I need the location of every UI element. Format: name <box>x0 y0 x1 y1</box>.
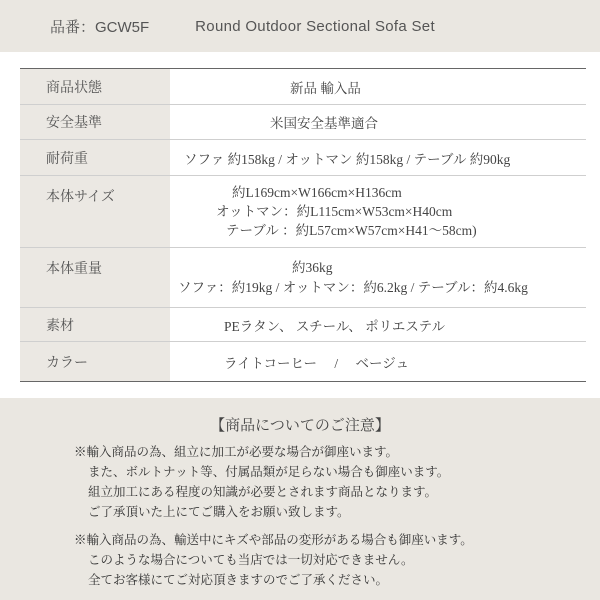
spec-value: 米国安全基準適合 <box>170 105 586 140</box>
note-line: また、ボルトナット等、付属品類が足らない場合も御座います。 <box>88 465 450 479</box>
note-line: ご了承頂いた上にてご購入をお願い致します。 <box>88 505 350 519</box>
spec-label: カラー <box>20 342 170 382</box>
spec-row-size <box>20 176 586 248</box>
spec-value: 約L169cm×W166cm×H136cm オットマン：約L115cm×W53cm×H40cm テーブル ：約L57cm×W57cm×H41～58cm) <box>170 176 586 248</box>
notes-paragraph-2 <box>74 530 473 590</box>
spec-value: ソファ 約158kg / オットマン 約158kg / テーブル 約90kg <box>170 140 586 176</box>
spec-value: ライトコーヒー / ベージュ <box>224 355 409 371</box>
note-line: ※輸入商品の為、輸送中にキズや部品の変形がある場合も御座います。 <box>74 533 473 547</box>
product-header <box>0 0 600 52</box>
spec-row-material <box>20 308 586 342</box>
note-line: このような場合についても当店では一切対応できません。 <box>88 553 414 567</box>
spec-label: 耐荷重 <box>20 140 170 176</box>
spec-row-safety <box>20 105 586 140</box>
note-line: 全てお客様にてご対応頂きますのでご了承ください。 <box>88 573 389 587</box>
spec-label: 商品状態 <box>20 69 170 105</box>
spec-row-color <box>20 342 586 382</box>
notes-section <box>0 398 600 600</box>
product-title: Round Outdoor Sectional Sofa Set <box>195 17 435 35</box>
spec-label: 本体サイズ <box>20 176 170 248</box>
spec-table <box>20 68 586 382</box>
spec-row-weight <box>20 248 586 308</box>
spec-row-load <box>20 140 586 176</box>
notes-heading: 【商品についてのご注意】 <box>210 417 390 434</box>
spec-value: 新品 輸入品 <box>170 69 586 105</box>
spec-value: 約36kg ソファ：約19kg / オットマン：約6.2kg / テーブル：約4.6kg <box>170 248 586 308</box>
notes-paragraph-1 <box>74 442 449 522</box>
spec-row-condition <box>20 69 586 105</box>
spec-value: PEラタン、 スチール、 ポリエステル <box>170 308 586 342</box>
note-line: ※輸入商品の為、組立に加工が必要な場合が御座います。 <box>74 445 399 459</box>
spec-label: 本体重量 <box>20 248 170 308</box>
spec-label: 素材 <box>20 308 170 342</box>
product-code: 品番：GCW5F <box>50 18 150 36</box>
spec-label: 安全基準 <box>20 105 170 140</box>
note-line: 組立加工にある程度の知識が必要とされます商品となります。 <box>88 485 438 499</box>
